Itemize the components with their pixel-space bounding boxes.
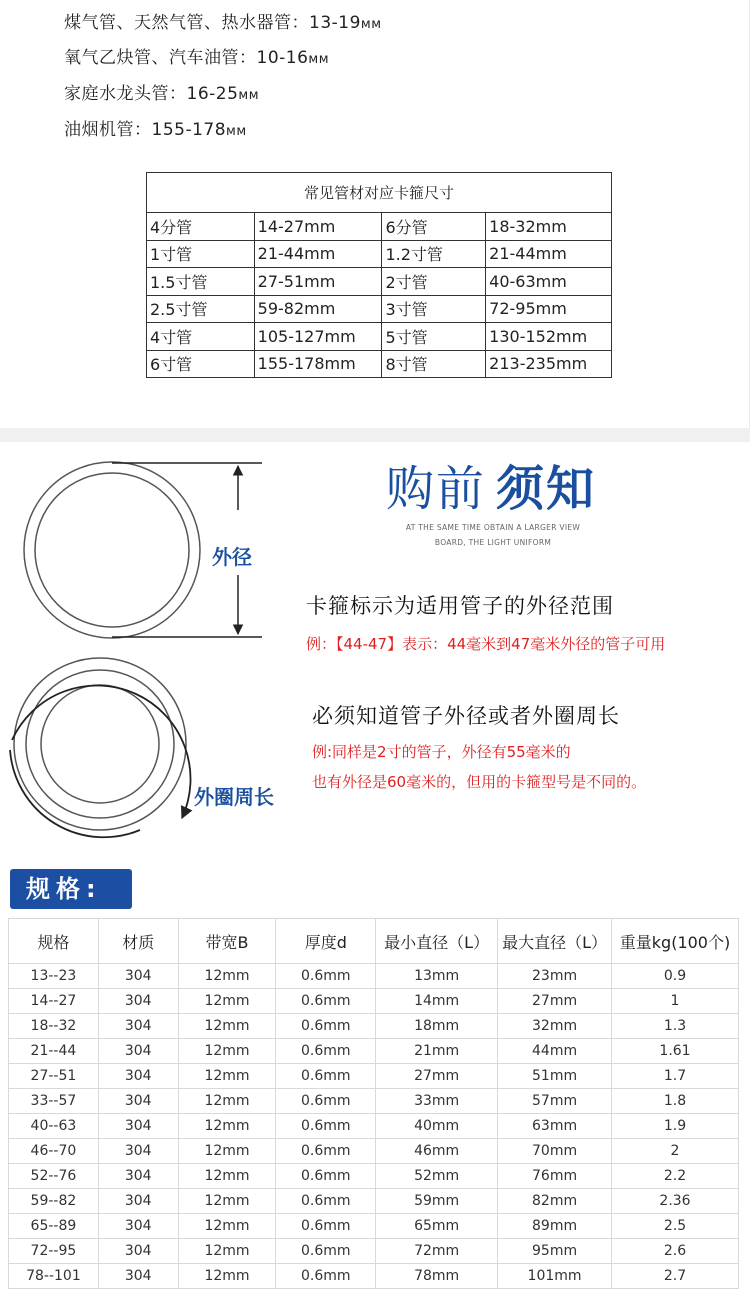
spec-cell: 1.8	[612, 1089, 739, 1114]
spec-cell: 12mm	[178, 1089, 276, 1114]
spec-cell: 59--82	[9, 1189, 99, 1214]
pipe-table-size-cell: 21-44mm	[486, 240, 612, 268]
pipe-table-title: 常见管材对应卡箍尺寸	[147, 173, 612, 213]
pipe-table-pipe-cell: 1.5寸管	[147, 268, 255, 296]
table-row	[9, 964, 739, 989]
notice-title-thin: 购前	[386, 461, 487, 517]
pipe-table-pipe-cell: 8寸管	[382, 350, 486, 378]
spec-cell: 0.6mm	[276, 1114, 376, 1139]
spec-cell: 2	[612, 1139, 739, 1164]
spec-cell: 304	[98, 1064, 178, 1089]
pipe-table-size-cell: 213-235mm	[486, 350, 612, 378]
spec-cell: 0.6mm	[276, 1139, 376, 1164]
spec-cell: 0.6mm	[276, 1189, 376, 1214]
spec-cell: 12mm	[178, 1214, 276, 1239]
spec-cell: 13mm	[376, 964, 498, 989]
intro-line-text: 油烟机管：155-178	[64, 120, 227, 140]
spec-cell: 2.6	[612, 1239, 739, 1264]
spec-cell: 46mm	[376, 1139, 498, 1164]
intro-line-unit: мм	[308, 52, 330, 67]
spec-cell: 63mm	[498, 1114, 612, 1139]
spec-cell: 1.61	[612, 1039, 739, 1064]
spec-cell: 304	[98, 1239, 178, 1264]
pipe-size-table	[146, 172, 612, 378]
spec-cell: 1.7	[612, 1064, 739, 1089]
spec-cell: 72mm	[376, 1239, 498, 1264]
intro-line	[64, 43, 329, 68]
spec-cell: 12mm	[178, 1014, 276, 1039]
spec-cell: 304	[98, 1089, 178, 1114]
spec-cell: 82mm	[498, 1189, 612, 1214]
intro-line-text: 煤气管、天然气管、热水器管：13-19	[64, 13, 361, 33]
circumference-label: 外圈周长	[194, 785, 274, 809]
spec-cell: 2.5	[612, 1214, 739, 1239]
pipe-table-size-cell: 155-178mm	[254, 350, 382, 378]
spec-cell: 89mm	[498, 1214, 612, 1239]
spec-cell: 52--76	[9, 1164, 99, 1189]
spec-cell: 12mm	[178, 1189, 276, 1214]
spec-cell: 18mm	[376, 1014, 498, 1039]
spec-cell: 304	[98, 1189, 178, 1214]
spec-cell: 0.9	[612, 964, 739, 989]
spec-cell: 304	[98, 1114, 178, 1139]
intro-line-unit: мм	[238, 88, 260, 103]
intro-line-text: 家庭水龙头管：16-25	[64, 84, 239, 104]
intro-line	[64, 115, 247, 140]
pipe-table-size-cell: 72-95mm	[486, 295, 612, 323]
spec-cell: 27mm	[376, 1064, 498, 1089]
notice-subtitle-line1: AT THE SAME TIME OBTAIN A LARGER VIEW	[405, 523, 581, 532]
spec-cell: 72--95	[9, 1239, 99, 1264]
pipe-table-size-cell: 40-63mm	[486, 268, 612, 296]
spec-cell: 33mm	[376, 1089, 498, 1114]
notice-subtitle-line2: BOARD, THE LIGHT UNIFORM	[434, 538, 552, 547]
spec-cell: 12mm	[178, 1164, 276, 1189]
pipe-table-pipe-cell: 4分管	[147, 213, 255, 241]
pipe-table-pipe-cell: 1寸管	[147, 240, 255, 268]
pipe-table-row	[147, 295, 612, 323]
spec-cell: 0.6mm	[276, 1264, 376, 1289]
spec-cell: 0.6mm	[276, 964, 376, 989]
spec-cell: 51mm	[498, 1064, 612, 1089]
spec-table	[8, 918, 739, 1289]
spec-cell: 33--57	[9, 1089, 99, 1114]
spec-cell: 65mm	[376, 1214, 498, 1239]
spec-cell: 65--89	[9, 1214, 99, 1239]
spec-cell: 304	[98, 964, 178, 989]
spec-header-cell: 重量kg(100个)	[612, 919, 739, 964]
spec-table-body	[9, 964, 739, 1289]
pipe-table-size-cell: 18-32mm	[486, 213, 612, 241]
spec-cell: 12mm	[178, 1114, 276, 1139]
spec-cell: 0.6mm	[276, 1064, 376, 1089]
table-row	[9, 1014, 739, 1039]
spec-cell: 40mm	[376, 1114, 498, 1139]
table-row	[9, 1264, 739, 1289]
notice-example-line1: 例:同样是2寸的管子，外径有55毫米的	[312, 743, 571, 761]
spec-header-cell: 规格	[9, 919, 99, 964]
pipe-table-size-cell: 59-82mm	[254, 295, 382, 323]
spec-header-cell: 厚度d	[276, 919, 376, 964]
spec-header-cell: 最大直径（L）	[498, 919, 612, 964]
spec-cell: 95mm	[498, 1239, 612, 1264]
pipe-table-pipe-cell: 6寸管	[147, 350, 255, 378]
spec-cell: 21--44	[9, 1039, 99, 1064]
spec-cell: 304	[98, 989, 178, 1014]
table-row	[9, 1164, 739, 1189]
intro-line-unit: мм	[226, 124, 247, 139]
intro-line-text: 氧气乙炔管、汽车油管：10-16	[64, 48, 309, 68]
spec-cell: 14--27	[9, 989, 99, 1014]
pipe-table-pipe-cell: 1.2寸管	[382, 240, 486, 268]
spec-cell: 1.3	[612, 1014, 739, 1039]
pipe-table-pipe-cell: 2寸管	[382, 268, 486, 296]
spec-cell: 57mm	[498, 1089, 612, 1114]
pipe-table-size-cell: 105-127mm	[254, 323, 382, 351]
intro-line	[64, 79, 259, 104]
spec-cell: 12mm	[178, 1139, 276, 1164]
pipe-table-size-cell: 21-44mm	[254, 240, 382, 268]
spec-cell: 304	[98, 1214, 178, 1239]
spec-cell: 32mm	[498, 1014, 612, 1039]
pipe-table-row	[147, 350, 612, 378]
spec-header-cell: 材质	[98, 919, 178, 964]
spec-cell: 1.9	[612, 1114, 739, 1139]
spec-cell: 18--32	[9, 1014, 99, 1039]
spec-cell: 12mm	[178, 964, 276, 989]
spec-cell: 59mm	[376, 1189, 498, 1214]
pipe-table-row	[147, 240, 612, 268]
spec-cell: 12mm	[178, 1239, 276, 1264]
table-row	[9, 989, 739, 1014]
pipe-table-pipe-cell: 5寸管	[382, 323, 486, 351]
pipe-table-pipe-cell: 2.5寸管	[147, 295, 255, 323]
notice-heading-diameter: 卡箍标示为适用管子的外径范围	[306, 594, 614, 618]
spec-cell: 40--63	[9, 1114, 99, 1139]
table-row	[9, 1039, 739, 1064]
table-row	[9, 1189, 739, 1214]
intro-line	[64, 8, 382, 33]
pipe-table-row	[147, 213, 612, 241]
spec-cell: 2.2	[612, 1164, 739, 1189]
table-row	[9, 1114, 739, 1139]
spec-cell: 1	[612, 989, 739, 1014]
spec-cell: 21mm	[376, 1039, 498, 1064]
outer-diameter-label: 外径	[212, 545, 252, 569]
spec-cell: 70mm	[498, 1139, 612, 1164]
spec-cell: 12mm	[178, 1264, 276, 1289]
spec-cell: 78mm	[376, 1264, 498, 1289]
section-divider	[0, 428, 750, 442]
pipe-table-body	[147, 213, 612, 378]
spec-cell: 14mm	[376, 989, 498, 1014]
pipe-table-pipe-cell: 3寸管	[382, 295, 486, 323]
spec-cell: 0.6mm	[276, 1239, 376, 1264]
spec-badge: 规格:	[10, 869, 132, 909]
pipe-size-section	[0, 0, 750, 428]
spec-cell: 12mm	[178, 989, 276, 1014]
intro-line-unit: мм	[360, 17, 382, 32]
pipe-circumference-icon	[10, 658, 191, 837]
spec-cell: 0.6mm	[276, 989, 376, 1014]
table-row	[9, 1089, 739, 1114]
spec-cell: 304	[98, 1164, 178, 1189]
table-row	[9, 1139, 739, 1164]
spec-cell: 12mm	[178, 1064, 276, 1089]
spec-cell: 27--51	[9, 1064, 99, 1089]
pipe-table-size-cell: 27-51mm	[254, 268, 382, 296]
pipe-table-row	[147, 268, 612, 296]
notice-title-bold: 须知	[496, 461, 597, 517]
notice-example-diameter: 例：【44-47】表示：44毫米到47毫米外径的管子可用	[306, 635, 666, 653]
spec-cell: 13--23	[9, 964, 99, 989]
notice-heading-circumference: 必须知道管子外径或者外圈周长	[312, 704, 620, 728]
table-row	[9, 1214, 739, 1239]
spec-cell: 0.6mm	[276, 1214, 376, 1239]
spec-cell: 304	[98, 1139, 178, 1164]
spec-cell: 101mm	[498, 1264, 612, 1289]
spec-cell: 2.7	[612, 1264, 739, 1289]
spec-cell: 0.6mm	[276, 1039, 376, 1064]
spec-cell: 78--101	[9, 1264, 99, 1289]
pipe-table-row	[147, 323, 612, 351]
pipe-table-size-cell: 14-27mm	[254, 213, 382, 241]
spec-cell: 304	[98, 1039, 178, 1064]
spec-cell: 0.6mm	[276, 1164, 376, 1189]
spec-header-cell: 最小直径（L）	[376, 919, 498, 964]
table-row	[9, 1239, 739, 1264]
spec-cell: 304	[98, 1014, 178, 1039]
spec-header-cell: 带宽B	[178, 919, 276, 964]
spec-cell: 44mm	[498, 1039, 612, 1064]
spec-cell: 0.6mm	[276, 1089, 376, 1114]
spec-cell: 27mm	[498, 989, 612, 1014]
pipe-table-pipe-cell: 4寸管	[147, 323, 255, 351]
spec-cell: 46--70	[9, 1139, 99, 1164]
pipe-table-size-cell: 130-152mm	[486, 323, 612, 351]
spec-cell: 0.6mm	[276, 1014, 376, 1039]
spec-cell: 2.36	[612, 1189, 739, 1214]
notice-example-line2: 也有外径是60毫米的，但用的卡箍型号是不同的。	[312, 773, 647, 791]
spec-cell: 23mm	[498, 964, 612, 989]
spec-cell: 52mm	[376, 1164, 498, 1189]
spec-cell: 12mm	[178, 1039, 276, 1064]
pipe-table-pipe-cell: 6分管	[382, 213, 486, 241]
table-row	[9, 1064, 739, 1089]
spec-table-header	[9, 919, 739, 964]
spec-cell: 304	[98, 1264, 178, 1289]
spec-cell: 76mm	[498, 1164, 612, 1189]
